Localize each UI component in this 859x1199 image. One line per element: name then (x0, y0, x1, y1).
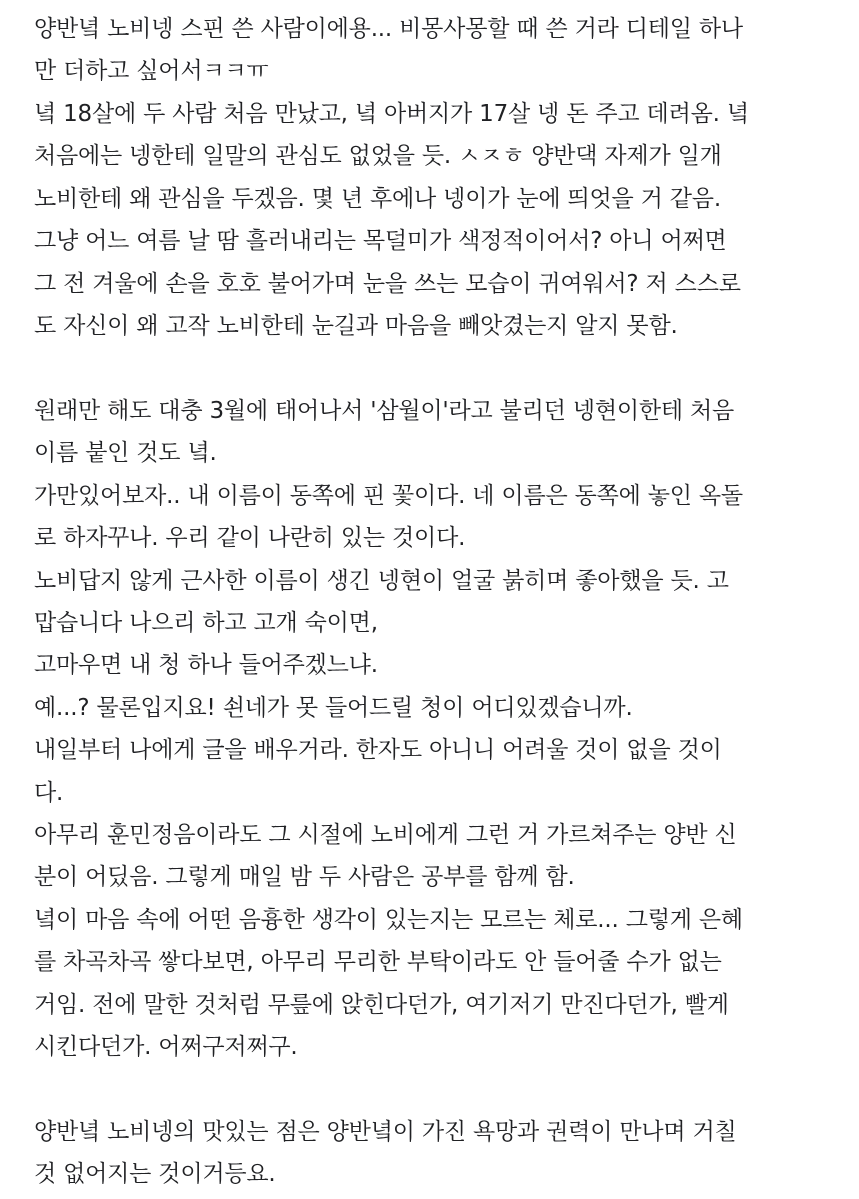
text-line: 다. (34, 780, 64, 806)
text-line: 분이 어딨음. 그렇게 매일 밤 두 사람은 공부를 함께 함. (34, 864, 575, 890)
text-line: 만 더하고 싶어서ㅋㅋㅠ (34, 58, 269, 84)
text-line: 고마우면 내 청 하나 들어주겠느냐. (34, 652, 378, 678)
text-line: 그냥 어느 여름 날 땀 흘러내리는 목덜미가 색정적이어서? 아니 어쩌면 (34, 228, 727, 254)
text-line: 시킨다던가. 어쩌구저쩌구. (34, 1034, 298, 1060)
text-line: 그 전 겨울에 손을 호호 불어가며 눈을 쓰는 모습이 귀여워서? 저 스스로 (34, 271, 741, 297)
text-line: 내일부터 나에게 글을 배우거라. 한자도 아니니 어려울 것이 없을 것이 (34, 737, 722, 763)
text-line: 원래만 해도 대충 3월에 태어나서 '삼월이'라고 불리던 넹현이한테 처음 (34, 398, 735, 424)
text-line: 노비답지 않게 근사한 이름이 생긴 넹현이 얼굴 붉히며 좋아했을 듯. 고 (34, 568, 729, 594)
text-line: 아무리 훈민정음이라도 그 시절에 노비에게 그런 거 가르쳐주는 양반 신 (34, 822, 737, 848)
text-line: 거임. 전에 말한 것처럼 무릎에 앉힌다던가, 여기저기 만진다던가, 빨게 (34, 992, 729, 1018)
text-line: 것 없어지는 것이거등요. (34, 1161, 276, 1187)
text-line: 노비한테 왜 관심을 두겠음. 몇 년 후에나 넹이가 눈에 띄엇을 거 같음. (34, 186, 721, 212)
text-line: 가만있어보자.. 내 이름이 동쪽에 핀 꽃이다. 네 이름은 동쪽에 놓인 옥돌 (34, 483, 743, 509)
text-line: 예...? 물론입지요! 쇤네가 못 들어드릴 청이 어디있겠습니까. (34, 695, 633, 721)
text-line: 로 하자꾸나. 우리 같이 나란히 있는 것이다. (34, 525, 466, 551)
text-line: 처음에는 넹한테 일말의 관심도 없었을 듯. ㅅㅈㅎ 양반댁 자제가 일개 (34, 143, 722, 169)
text-line: 녘 18살에 두 사람 처음 만났고, 녘 아버지가 17살 넹 돈 주고 데려옴. 녘 (34, 101, 749, 127)
text-line: 도 자신이 왜 고작 노비한테 눈길과 마음을 빼앗겼는지 알지 못함. (34, 313, 678, 339)
text-line: 양반녘 노비넹 스핀 쓴 사람이에용... 비몽사몽할 때 쓴 거라 디테일 하나 (34, 16, 743, 42)
text-line: 양반녘 노비넹의 맛있는 점은 양반녘이 가진 욕망과 권력이 만나며 거칠 (34, 1119, 737, 1145)
text-line: 를 차곡차곡 쌓다보면, 아무리 무리한 부탁이라도 안 들어줄 수가 없는 (34, 949, 722, 975)
text-line: 맙습니다 나으리 하고 고개 숙이면, (34, 610, 378, 636)
text-line: 이름 붙인 것도 녘. (34, 440, 217, 466)
text-line: 녘이 마음 속에 어떤 음흉한 생각이 있는지는 모르는 체로... 그렇게 은혜 (34, 907, 743, 933)
